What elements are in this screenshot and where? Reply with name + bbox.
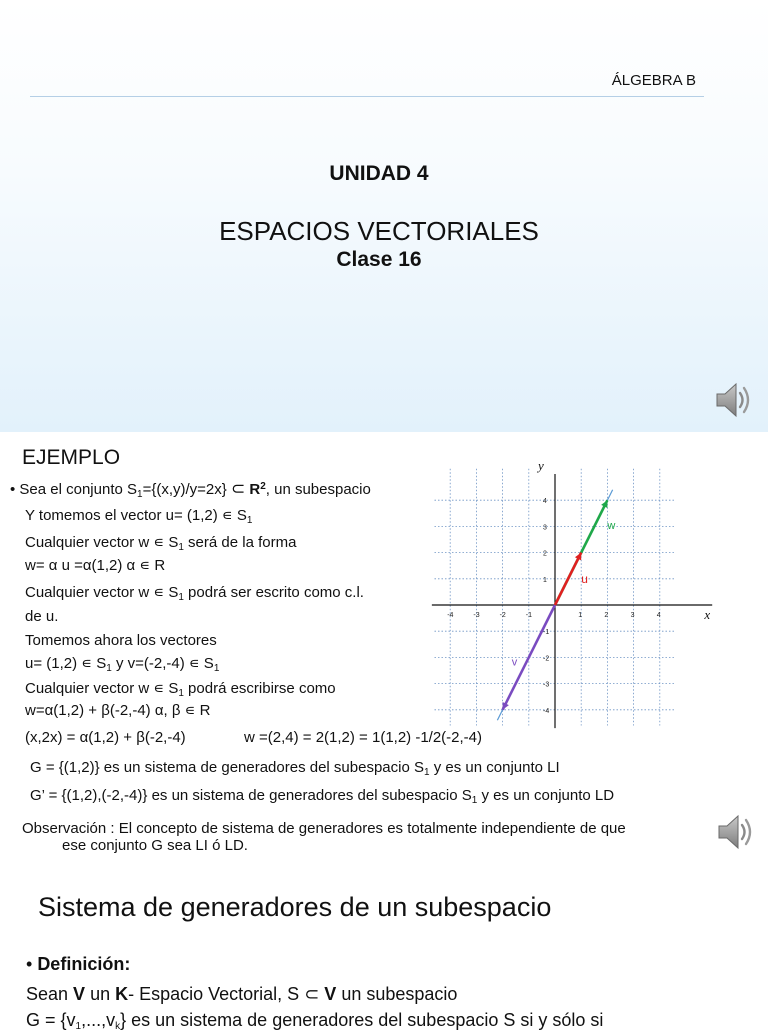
- line-can-write: Cualquier vector w ∊ $S_1$ podrá escribirse como: [25, 680, 336, 699]
- definition-text: Sean V un K- Espacio Vectorial, S ⊂ V un subespacio: [26, 984, 458, 1004]
- line-u-v: u= (1,2) ∊ $S_1$ y v=(-2,-4) ∊ $S_1$: [25, 655, 220, 674]
- speaker-icon[interactable]: [714, 810, 758, 854]
- course-label: ÁLGEBRA B: [611, 72, 696, 89]
- y-tick-label: -4: [543, 707, 550, 715]
- line-take-vectors: Tomemos ahora los vectores: [25, 632, 217, 649]
- topic-title: ESPACIOS VECTORIALES: [219, 216, 539, 246]
- line-observation: Observación : El concepto de sistema de generadores es totalmente independiente de que: [22, 820, 626, 837]
- x-tick-label: 1: [578, 612, 583, 619]
- vector-graph: [430, 454, 730, 724]
- vector-v-label: v: [511, 656, 518, 669]
- y-tick-label: -1: [543, 629, 550, 637]
- line-g-ld: G’ = {(1,2),(-2,-4)} es un sistema de generadores del subespacio $S_1$ y es un conjunto LD: [30, 787, 615, 806]
- line-g-li: G = {(1,2)} es un sistema de generadores del subespacio $S_1$ y es un conjunto LI: [30, 759, 560, 778]
- unit-title: UNIDAD 4: [329, 162, 429, 185]
- y-axis-label: y: [538, 458, 544, 473]
- title-slide: [0, 0, 768, 432]
- speaker-icon[interactable]: [712, 378, 756, 422]
- x-tick-label: -1: [525, 612, 533, 619]
- vector-w-label: w: [607, 520, 616, 533]
- line-linear-combination: Cualquier vector w ∊ $S_1$ podrá ser escrito como c.l.: [25, 584, 364, 603]
- vector-u-label: u: [581, 571, 588, 586]
- x-tick-label: 2: [604, 612, 609, 619]
- line-w-form: w= α u =α(1,2) α ∊ R: [25, 557, 166, 574]
- definition-label: • Definición:: [26, 954, 131, 974]
- x-tick-label: 4: [656, 612, 661, 619]
- bullet: •: [10, 481, 20, 498]
- x-tick-label: -2: [499, 612, 506, 619]
- y-tick-label: 1: [543, 576, 547, 584]
- x-axis-label: x: [704, 607, 711, 622]
- example-slide: [0, 432, 768, 864]
- vector-u: [555, 553, 581, 605]
- y-tick-label: 2: [543, 550, 547, 558]
- subset-symbol: ⊂: [304, 984, 320, 1004]
- header-divider: [30, 96, 704, 97]
- graph-axes: [432, 458, 712, 728]
- line-of-u: de u.: [25, 608, 59, 625]
- example-heading: EJEMPLO: [22, 446, 121, 469]
- x-tick-label: -3: [473, 612, 480, 619]
- line-w-24: w =(2,4) = 2(1,2) = 1(1,2) -1/2(-2,-4): [244, 729, 483, 746]
- x-tick-label: 3: [630, 612, 635, 619]
- line-set-definition: • Sea el conjunto $S_1=\{(x,y)/y=2x\}$ ⊂ $R^2$, un subespacio: [10, 479, 371, 500]
- line-any-vector: Cualquier vector w ∊ $S_1$ será de la forma: [25, 534, 297, 553]
- bullet: •: [26, 954, 38, 974]
- line-w-alpha-beta: w=α(1,2) + β(-2,-4) α, β ∊ R: [25, 702, 211, 719]
- x-tick-label: -4: [447, 612, 454, 619]
- definition-slide: [0, 864, 768, 1032]
- line-observation-cont: ese conjunto G sea LI ó LD.: [62, 837, 248, 854]
- y-tick-label: -2: [543, 655, 550, 663]
- y-tick-label: -3: [543, 681, 550, 689]
- generator-text: $G = \{v_1,...,v_k\}$ es un sistema de generadores del subespacio S si y sólo si: [26, 1010, 604, 1032]
- y-tick-label: 4: [543, 498, 547, 506]
- line-x2x: (x,2x) = α(1,2) + β(-2,-4): [25, 729, 186, 746]
- subset-symbol: ⊂: [230, 479, 246, 498]
- class-label: Clase 16: [336, 248, 422, 271]
- line-vector-u: Y tomemos el vector u= (1,2) ∊ $S_1$: [25, 507, 253, 526]
- slide-title: Sistema de generadores de un subespacio: [38, 892, 552, 922]
- y-tick-label: 3: [543, 524, 547, 532]
